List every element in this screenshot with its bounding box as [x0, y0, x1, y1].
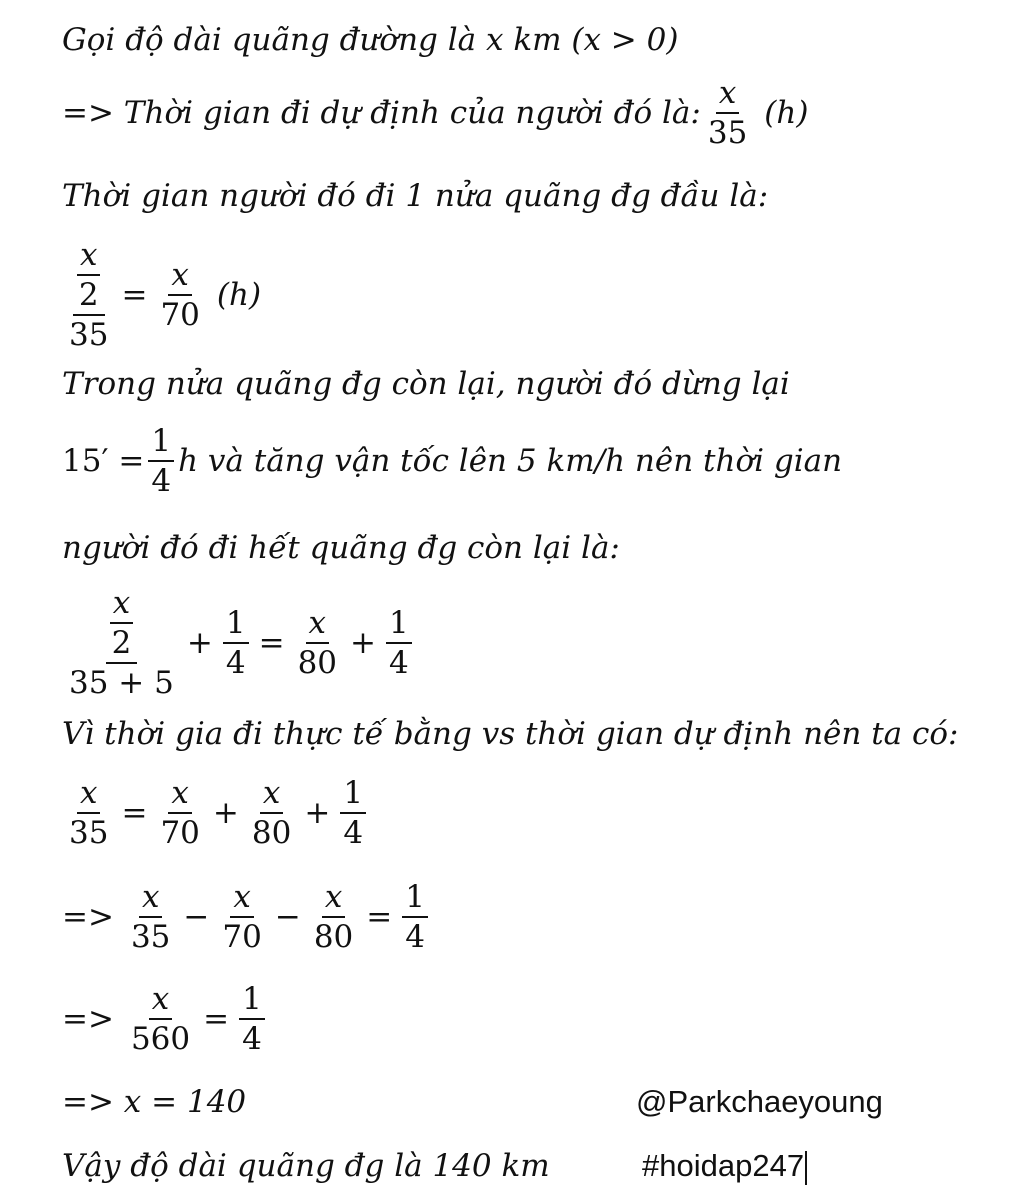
line-4-suffix: (h)	[216, 277, 262, 314]
line-9-text: Vì thời gia đi thực tế bằng vs thời gian dự định nên ta có:	[62, 716, 959, 752]
denominator: 70	[160, 815, 200, 852]
implies-arrow: =>	[62, 1001, 114, 1038]
line-14	[62, 1148, 550, 1184]
denominator: 80	[297, 645, 338, 682]
denominator: 70	[160, 297, 200, 334]
equals-sign: =	[258, 625, 285, 662]
text-cursor	[805, 1151, 807, 1185]
denominator: 80	[313, 919, 354, 956]
line-3-text: Thời gian người đó đi 1 nửa quãng đg đầu là:	[62, 178, 769, 214]
denominator: 4	[405, 919, 425, 956]
line-5	[62, 366, 790, 402]
numerator: x	[230, 880, 253, 918]
line-7	[62, 530, 620, 566]
numerator: x	[77, 776, 100, 814]
denominator: 4	[343, 815, 364, 852]
line-8	[62, 586, 416, 700]
fraction-x-over-560	[128, 982, 193, 1056]
denominator: 4	[225, 645, 246, 682]
line-2-prefix: => Thời gian đi dự định của người đó là:	[62, 95, 701, 132]
numerator: 1	[340, 776, 366, 814]
fraction-x-over-35	[66, 776, 111, 850]
fraction-one-quarter	[239, 982, 265, 1056]
numerator: x	[149, 982, 172, 1020]
line-11	[62, 880, 432, 954]
numerator: 1	[239, 982, 265, 1020]
numerator: x	[260, 776, 283, 814]
denominator: 35	[707, 115, 748, 152]
line-14-text: Vậy độ dài quãng đg là 140 km	[62, 1148, 550, 1184]
numerator: x	[168, 776, 191, 814]
denominator: 80	[251, 815, 292, 852]
inner-fraction	[109, 586, 135, 660]
fraction-x-over-35	[128, 880, 173, 954]
numerator: x	[322, 880, 345, 918]
line-9	[62, 716, 959, 752]
numerator: x	[139, 880, 162, 918]
inner-fraction	[76, 238, 102, 312]
line-13-text: => x = 140	[62, 1084, 247, 1120]
fraction-x-over-35	[705, 76, 750, 150]
equals-sign: =	[203, 1001, 230, 1038]
line-2-suffix: (h)	[764, 95, 809, 132]
fraction-x-over-70	[157, 776, 202, 850]
compound-numerator	[73, 238, 105, 316]
equals-sign: =	[366, 899, 393, 936]
implies-arrow: =>	[62, 899, 114, 936]
numerator: x	[110, 586, 133, 624]
fraction-one-quarter	[223, 606, 249, 680]
fraction-one-quarter	[386, 606, 412, 680]
compound-fraction	[66, 238, 111, 352]
line-6	[62, 424, 842, 498]
plus-sign: +	[212, 795, 239, 832]
line-13	[62, 1084, 246, 1120]
line-7-text: người đó đi hết quãng đg còn lại là:	[62, 530, 620, 566]
hashtag-text: #hoidap247	[642, 1148, 805, 1183]
line-6-suffix: h và tăng vận tốc lên 5 km/h nên thời gian	[178, 443, 843, 480]
plus-sign: +	[186, 625, 213, 662]
compound-numerator	[106, 586, 138, 664]
numerator: 1	[148, 424, 174, 462]
denominator: 70	[222, 919, 262, 956]
hashtag	[642, 1148, 807, 1185]
numerator: x	[716, 76, 739, 114]
minus-sign: −	[274, 899, 301, 936]
plus-sign: +	[350, 625, 376, 662]
line-1	[62, 22, 678, 58]
numerator: x	[168, 258, 191, 296]
plus-sign: +	[304, 795, 331, 832]
line-6-prefix: 15′ =	[62, 443, 145, 480]
author-handle	[636, 1084, 883, 1120]
denominator: 4	[151, 463, 172, 500]
denominator: 2	[78, 277, 99, 314]
fraction-one-quarter	[148, 424, 174, 498]
equals-sign: =	[121, 277, 148, 314]
numerator: x	[306, 606, 329, 644]
line-10	[62, 776, 370, 850]
line-1-text: Gọi độ dài quãng đường là x km (x > 0)	[62, 22, 679, 58]
line-5-text: Trong nửa quãng đg còn lại, người đó dừng lại	[62, 366, 790, 402]
denominator: 35	[69, 815, 109, 852]
fraction-x-over-80	[311, 880, 356, 954]
fraction-x-over-80	[295, 606, 340, 680]
numerator: 1	[402, 880, 428, 918]
numerator: 1	[223, 606, 249, 644]
denominator: 560	[130, 1021, 191, 1058]
line-2	[62, 76, 808, 150]
denominator: 4	[242, 1021, 262, 1058]
denominator: 35	[69, 317, 109, 354]
numerator: 1	[386, 606, 412, 644]
line-12	[62, 982, 269, 1056]
denominator: 2	[111, 625, 132, 662]
fraction-one-quarter	[402, 880, 428, 954]
minus-sign: −	[183, 899, 210, 936]
numerator: x	[77, 238, 100, 276]
author-handle-text: @Parkchaeyoung	[636, 1084, 883, 1119]
line-3	[62, 178, 768, 214]
fraction-x-over-80	[249, 776, 294, 850]
fraction-x-over-70	[157, 258, 202, 332]
fraction-x-over-70	[219, 880, 264, 954]
fraction-one-quarter	[340, 776, 366, 850]
equals-sign: =	[121, 795, 148, 832]
denominator: 4	[389, 645, 409, 682]
line-4	[62, 238, 261, 352]
denominator: 35 + 5	[69, 665, 174, 702]
compound-fraction	[66, 586, 177, 700]
denominator: 35	[130, 919, 171, 956]
